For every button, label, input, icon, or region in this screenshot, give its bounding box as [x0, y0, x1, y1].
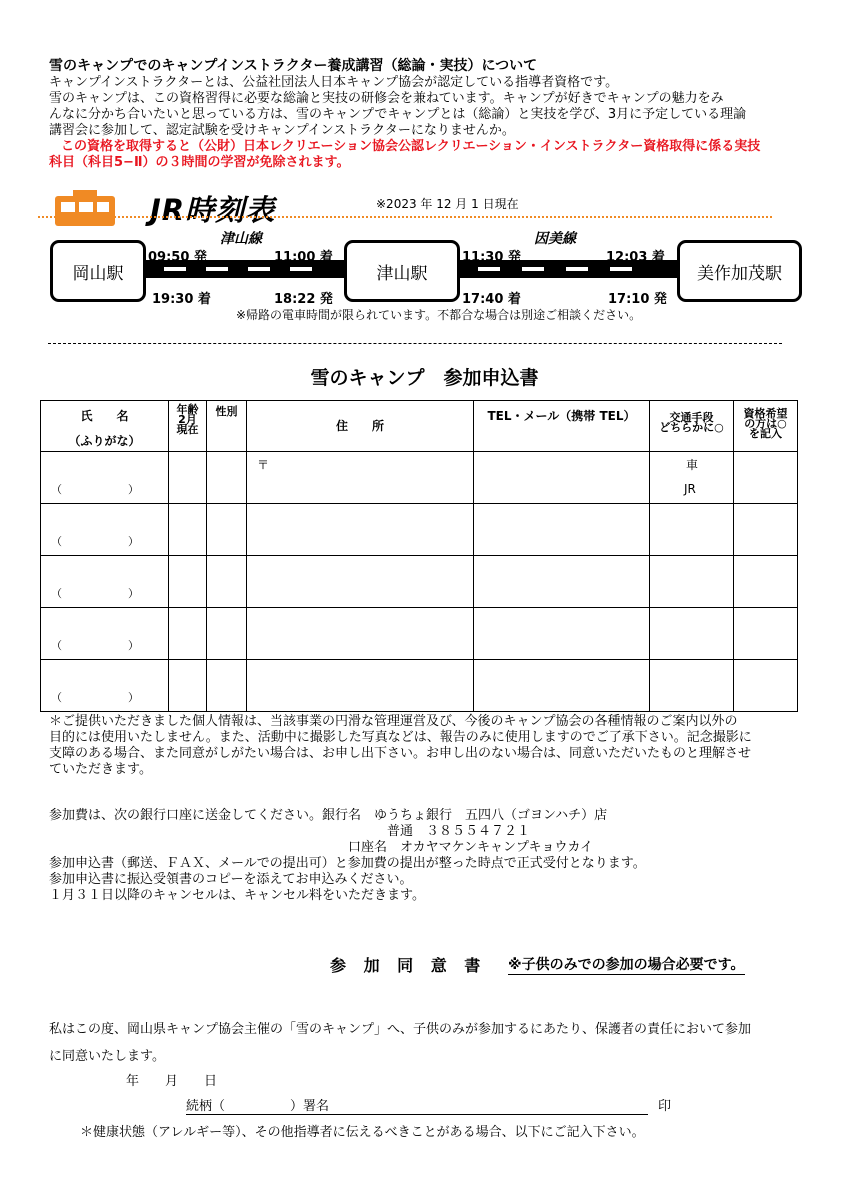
relation-signature-label: 続柄（ ）署名 — [186, 1099, 330, 1114]
time-okayama-dep: 09:50 発 — [148, 250, 207, 265]
intro-section — [49, 58, 809, 171]
header-name: 氏 名 （ふりがな） — [41, 401, 169, 452]
table-row — [41, 608, 798, 660]
intro-heading: 雪のキャンプでのキャンプインストラクター養成講習（総論・実技）について — [49, 58, 538, 74]
table-header-row — [41, 401, 798, 452]
address-cell[interactable] — [247, 608, 474, 660]
note-line: 支障のある場合、また同意がしがたい場合は、お申し出下さい。お申し出のない場合は、同意いただいたものと理解させ — [49, 746, 752, 761]
fee-section — [49, 808, 646, 904]
time-mimasaka-arr: 12:03 着 — [606, 250, 665, 265]
time-mimasaka-dep: 17:10 発 — [608, 292, 667, 307]
consent-date: 年 月 日 — [126, 1074, 218, 1089]
seal-label: 印 — [658, 1099, 672, 1114]
header-sex: 性別 — [207, 401, 247, 452]
station-okayama: 岡山駅 — [50, 240, 146, 302]
name-cell[interactable]: （ ） — [41, 504, 169, 556]
time-tsuyama-arr: 11:00 着 — [274, 250, 333, 265]
fee-line: 参加申込書（郵送、ＦＡＸ、メールでの提出可）と参加費の提出が整った時点で正式受付となります。 — [49, 856, 646, 871]
tel-cell[interactable] — [474, 452, 650, 504]
tel-cell[interactable] — [474, 556, 650, 608]
tel-cell[interactable] — [474, 660, 650, 712]
intro-red-line: 科目（科目5−Ⅱ）の３時間の学習が免除されます。 — [49, 155, 350, 170]
qualification-cell[interactable] — [734, 660, 798, 712]
health-note: ＊健康状態（アレルギー等）、その他指導者に伝えるべきことがある場合、以下にご記入下さい。 — [80, 1125, 645, 1140]
qualification-cell[interactable] — [734, 452, 798, 504]
consent-line: 私はこの度、岡山県キャンプ協会主催の「雪のキャンプ」へ、子供のみが参加するにあたり、保護者の責任において参加 — [49, 1022, 752, 1037]
intro-red-line: この資格を取得すると（公財）日本レクリエーション協会公認レクリエーション・インストラクター資格取得に係る実技 — [61, 139, 761, 154]
name-cell[interactable]: （ ） — [41, 556, 169, 608]
table-row — [41, 556, 798, 608]
table-row — [41, 660, 798, 712]
sex-cell[interactable] — [207, 452, 247, 504]
tel-cell[interactable] — [474, 608, 650, 660]
table-row — [41, 504, 798, 556]
header-qualification: 資格希望 の方は○ を記入 — [734, 401, 798, 452]
privacy-notes — [49, 714, 752, 778]
header-tel: TEL・メール（携帯 TEL） — [474, 401, 650, 452]
consent-note: ※子供のみでの参加の場合必要です。 — [508, 954, 745, 975]
fee-line: 参加費は、次の銀行口座に送金してください。銀行名 ゆうちょ銀行 五四八（ゴヨンハチ）店 — [49, 808, 608, 823]
sex-cell[interactable] — [207, 556, 247, 608]
station-tsuyama: 津山駅 — [344, 240, 460, 302]
transport-cell[interactable] — [650, 660, 734, 712]
time-tsuyama-dep: 11:30 発 — [462, 250, 521, 265]
intro-line: 講習会に参加して、認定試験を受けキャンプインストラクターになりませんか。 — [49, 123, 515, 138]
fee-line: 参加申込書に振込受領書のコピーを添えてお申込みください。 — [49, 872, 413, 887]
intro-line: キャンプインストラクターとは、公益社団法人日本キャンプ協会が認定している指導者資格です。 — [49, 75, 619, 90]
address-cell[interactable] — [247, 504, 474, 556]
header-address: 住 所 — [247, 401, 474, 452]
intro-line: 雪のキャンプは、この資格習得に必要な総論と実技の研修会を兼ねています。キャンプが好きでキャンプの魅力をみ — [49, 91, 724, 106]
train-icon — [53, 190, 117, 228]
transport-cell[interactable] — [650, 504, 734, 556]
note-line: 目的には使用いたしません。また、活動中に撮影した写真などは、報告のみに使用しますのでご了承下さい。記念撮影に — [49, 730, 752, 745]
transport-cell[interactable] — [650, 556, 734, 608]
age-cell[interactable] — [169, 452, 207, 504]
header-age: 年齢 2月 現在 — [169, 401, 207, 452]
sex-cell[interactable] — [207, 608, 247, 660]
consent-line: に同意いたします。 — [49, 1049, 165, 1064]
fee-line: １月３１日以降のキャンセルは、キャンセル料をいただきます。 — [49, 888, 425, 903]
jr-note: ※帰路の電車時間が限られています。不都合な場合は別途ご相談ください。 — [236, 308, 642, 322]
application-table — [40, 400, 798, 712]
address-cell[interactable]: 〒 — [247, 452, 474, 504]
consent-body — [49, 1016, 751, 1070]
fee-line: 普通 ３８５５４７２１ — [49, 824, 531, 839]
table-row — [41, 452, 798, 504]
header-transport: 交通手段 どちらかに○ — [650, 401, 734, 452]
address-cell[interactable] — [247, 660, 474, 712]
consent-title: 参 加 同 意 書 — [330, 956, 487, 975]
qualification-cell[interactable] — [734, 504, 798, 556]
fee-line: 口座名 オカヤマケンキャンプキョウカイ — [49, 840, 594, 855]
transport-cell[interactable] — [650, 608, 734, 660]
sex-cell[interactable] — [207, 504, 247, 556]
address-cell[interactable] — [247, 556, 474, 608]
name-cell[interactable]: （ ） — [41, 608, 169, 660]
age-cell[interactable] — [169, 660, 207, 712]
time-okayama-arr: 19:30 着 — [152, 292, 211, 307]
note-line: ていただきます。 — [49, 762, 152, 777]
age-cell[interactable] — [169, 608, 207, 660]
time-tsuyama-arr-return: 17:40 着 — [462, 292, 521, 307]
line-name-tsuyama: 津山線 — [220, 231, 262, 247]
station-mimasaka-kamo: 美作加茂駅 — [677, 240, 802, 302]
jr-date: ※2023 年 12 月 1 日現在 — [376, 197, 519, 211]
name-cell[interactable]: （ ） — [41, 660, 169, 712]
jr-timetable-title: JR時刻表 — [150, 193, 276, 227]
form-title: 雪のキャンプ 参加申込書 — [310, 367, 539, 389]
age-cell[interactable] — [169, 556, 207, 608]
qualification-cell[interactable] — [734, 608, 798, 660]
name-cell[interactable]: （ ） — [41, 452, 169, 504]
intro-line: んなに分かち合いたいと思っている方は、雪のキャンプでキャンプとは（総論）と実技を学び、3月に予定している理論 — [49, 107, 747, 122]
orange-divider — [38, 216, 772, 218]
dashed-separator — [48, 343, 782, 344]
tel-cell[interactable] — [474, 504, 650, 556]
sex-cell[interactable] — [207, 660, 247, 712]
time-tsuyama-return: 18:22 発 — [274, 292, 333, 307]
age-cell[interactable] — [169, 504, 207, 556]
line-name-inbi: 因美線 — [534, 231, 576, 247]
consent-signature-line[interactable] — [186, 1095, 648, 1115]
transport-cell[interactable]: 車 JR — [650, 452, 734, 504]
qualification-cell[interactable] — [734, 556, 798, 608]
note-line: ＊ご提供いただきました個人情報は、当該事業の円滑な管理運営及び、今後のキャンプ協会の各種情報のご案内以外の — [49, 714, 738, 729]
